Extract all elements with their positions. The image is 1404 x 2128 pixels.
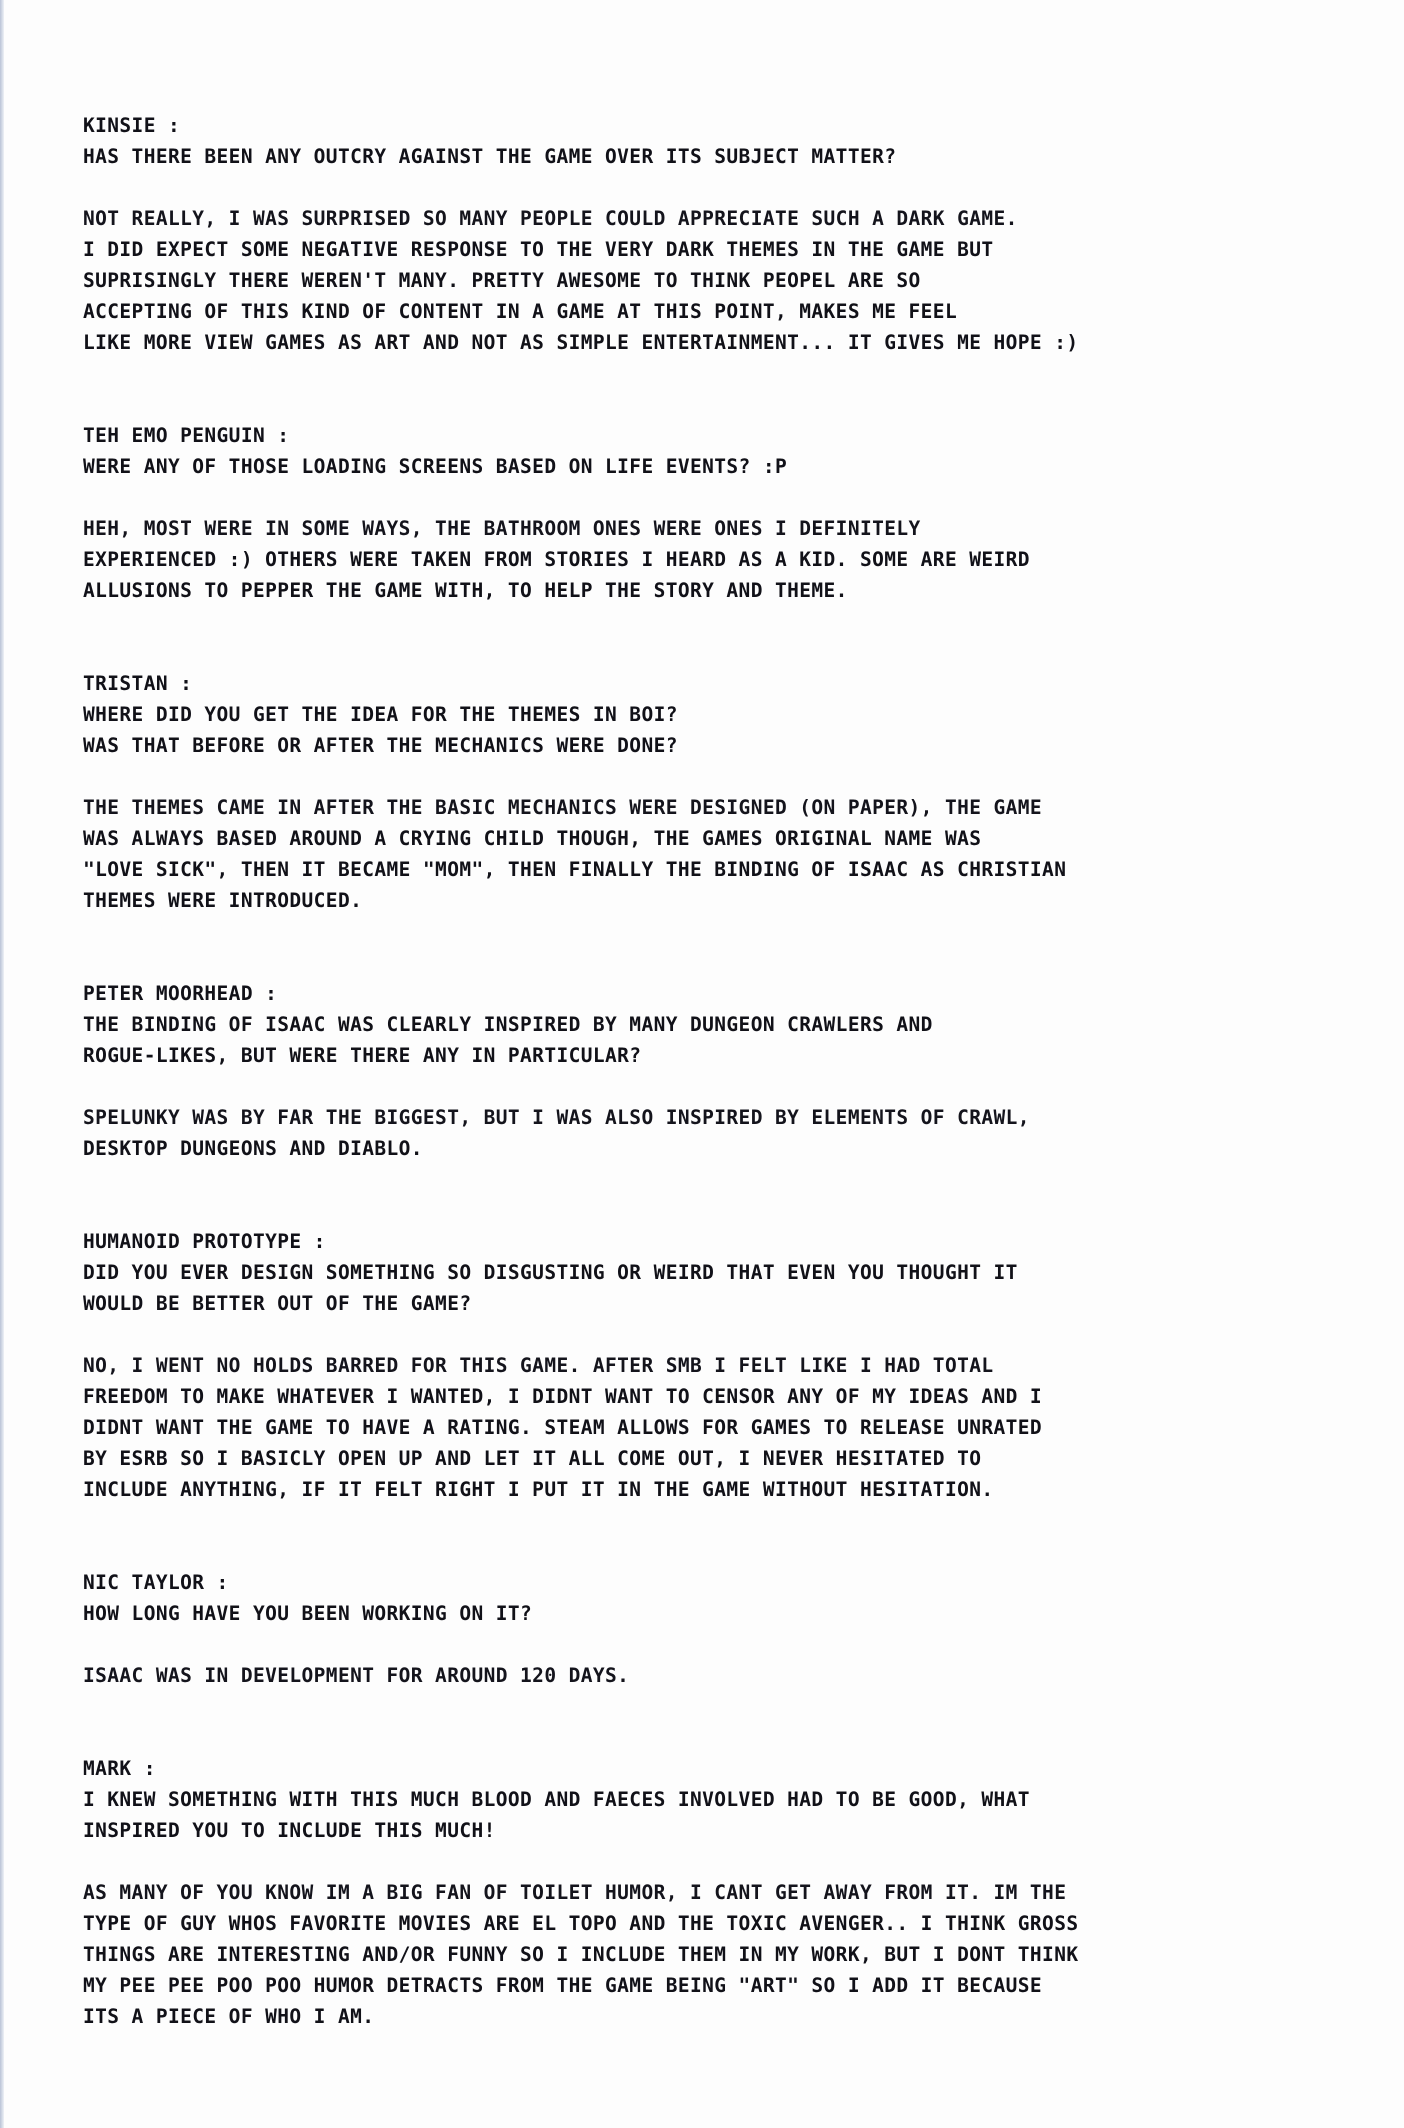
answer-line: FREEDOM TO MAKE WHATEVER I WANTED, I DIDNT WANT TO CENSOR ANY OF MY IDEAS AND I — [83, 1385, 1043, 1408]
answer-line: SPELUNKY WAS BY FAR THE BIGGEST, BUT I WAS ALSO INSPIRED BY ELEMENTS OF CRAWL, — [83, 1106, 1030, 1129]
asker-name: TRISTAN : — [83, 672, 193, 695]
question-line: HAS THERE BEEN ANY OUTCRY AGAINST THE GAME OVER ITS SUBJECT MATTER? — [83, 145, 897, 168]
page-edge — [0, 0, 4, 2128]
answer-line: NOT REALLY, I WAS SURPRISED SO MANY PEOPLE COULD APPRECIATE SUCH A DARK GAME. — [83, 207, 1018, 230]
question-line: WHERE DID YOU GET THE IDEA FOR THE THEMES IN BOI? — [83, 703, 678, 726]
asker-name: MARK : — [83, 1757, 156, 1780]
answer-line: NO, I WENT NO HOLDS BARRED FOR THIS GAME. AFTER SMB I FELT LIKE I HAD TOTAL — [83, 1354, 994, 1377]
answer-line: ISAAC WAS IN DEVELOPMENT FOR AROUND 120 DAYS. — [83, 1664, 630, 1687]
answer-line: THE THEMES CAME IN AFTER THE BASIC MECHANICS WERE DESIGNED (ON PAPER), THE GAME — [83, 796, 1043, 819]
answer-line: HEH, MOST WERE IN SOME WAYS, THE BATHROOM ONES WERE ONES I DEFINITELY — [83, 517, 921, 540]
answer-line: ALLUSIONS TO PEPPER THE GAME WITH, TO HELP THE STORY AND THEME. — [83, 579, 848, 602]
answer-line: DESKTOP DUNGEONS AND DIABLO. — [83, 1137, 423, 1160]
question-line: WERE ANY OF THOSE LOADING SCREENS BASED ON LIFE EVENTS? :P — [83, 455, 788, 478]
asker-name: NIC TAYLOR : — [83, 1571, 229, 1594]
qa-block — [83, 668, 1373, 916]
asker-name: HUMANOID PROTOTYPE : — [83, 1230, 326, 1253]
answer-line: DIDNT WANT THE GAME TO HAVE A RATING. STEAM ALLOWS FOR GAMES TO RELEASE UNRATED — [83, 1416, 1043, 1439]
answer-line: WAS ALWAYS BASED AROUND A CRYING CHILD THOUGH, THE GAMES ORIGINAL NAME WAS — [83, 827, 982, 850]
answer-line: AS MANY OF YOU KNOW IM A BIG FAN OF TOILET HUMOR, I CANT GET AWAY FROM IT. IM THE — [83, 1881, 1067, 1904]
qa-block — [83, 978, 1373, 1164]
answer-line: INCLUDE ANYTHING, IF IT FELT RIGHT I PUT IT IN THE GAME WITHOUT HESITATION. — [83, 1478, 994, 1501]
answer-line: TYPE OF GUY WHOS FAVORITE MOVIES ARE EL TOPO AND THE TOXIC AVENGER.. I THINK GROSS — [83, 1912, 1079, 1935]
question-line: WOULD BE BETTER OUT OF THE GAME? — [83, 1292, 472, 1315]
answer-line: EXPERIENCED :) OTHERS WERE TAKEN FROM STORIES I HEARD AS A KID. SOME ARE WEIRD — [83, 548, 1030, 571]
asker-name: KINSIE : — [83, 114, 181, 137]
qa-block — [83, 1753, 1373, 2032]
answer-line: SUPRISINGLY THERE WEREN'T MANY. PRETTY AWESOME TO THINK PEOPEL ARE SO — [83, 269, 921, 292]
qa-block — [83, 110, 1373, 358]
answer-line: THEMES WERE INTRODUCED. — [83, 889, 363, 912]
qa-block — [83, 1226, 1373, 1505]
answer-line: ACCEPTING OF THIS KIND OF CONTENT IN A GAME AT THIS POINT, MAKES ME FEEL — [83, 300, 958, 323]
answer-line: I DID EXPECT SOME NEGATIVE RESPONSE TO THE VERY DARK THEMES IN THE GAME BUT — [83, 238, 994, 261]
answer-line: MY PEE PEE POO POO HUMOR DETRACTS FROM THE GAME BEING "ART" SO I ADD IT BECAUSE — [83, 1974, 1043, 1997]
question-line: WAS THAT BEFORE OR AFTER THE MECHANICS WERE DONE? — [83, 734, 678, 757]
answer-line: BY ESRB SO I BASICLY OPEN UP AND LET IT ALL COME OUT, I NEVER HESITATED TO — [83, 1447, 982, 1470]
question-line: HOW LONG HAVE YOU BEEN WORKING ON IT? — [83, 1602, 533, 1625]
answer-line: LIKE MORE VIEW GAMES AS ART AND NOT AS SIMPLE ENTERTAINMENT... IT GIVES ME HOPE :) — [83, 331, 1079, 354]
answer-line: THINGS ARE INTERESTING AND/OR FUNNY SO I INCLUDE THEM IN MY WORK, BUT I DONT THINK — [83, 1943, 1079, 1966]
qa-block — [83, 420, 1373, 606]
answer-line: "LOVE SICK", THEN IT BECAME "MOM", THEN FINALLY THE BINDING OF ISAAC AS CHRISTIAN — [83, 858, 1067, 881]
question-line: I KNEW SOMETHING WITH THIS MUCH BLOOD AND FAECES INVOLVED HAD TO BE GOOD, WHAT — [83, 1788, 1030, 1811]
qa-block — [83, 1567, 1373, 1691]
qa-list — [83, 110, 1373, 2094]
question-line: DID YOU EVER DESIGN SOMETHING SO DISGUSTING OR WEIRD THAT EVEN YOU THOUGHT IT — [83, 1261, 1018, 1284]
question-line: THE BINDING OF ISAAC WAS CLEARLY INSPIRED BY MANY DUNGEON CRAWLERS AND — [83, 1013, 933, 1036]
asker-name: TEH EMO PENGUIN : — [83, 424, 290, 447]
asker-name: PETER MOORHEAD : — [83, 982, 278, 1005]
answer-line: ITS A PIECE OF WHO I AM. — [83, 2005, 375, 2028]
question-line: INSPIRED YOU TO INCLUDE THIS MUCH! — [83, 1819, 496, 1842]
question-line: ROGUE-LIKES, BUT WERE THERE ANY IN PARTICULAR? — [83, 1044, 642, 1067]
